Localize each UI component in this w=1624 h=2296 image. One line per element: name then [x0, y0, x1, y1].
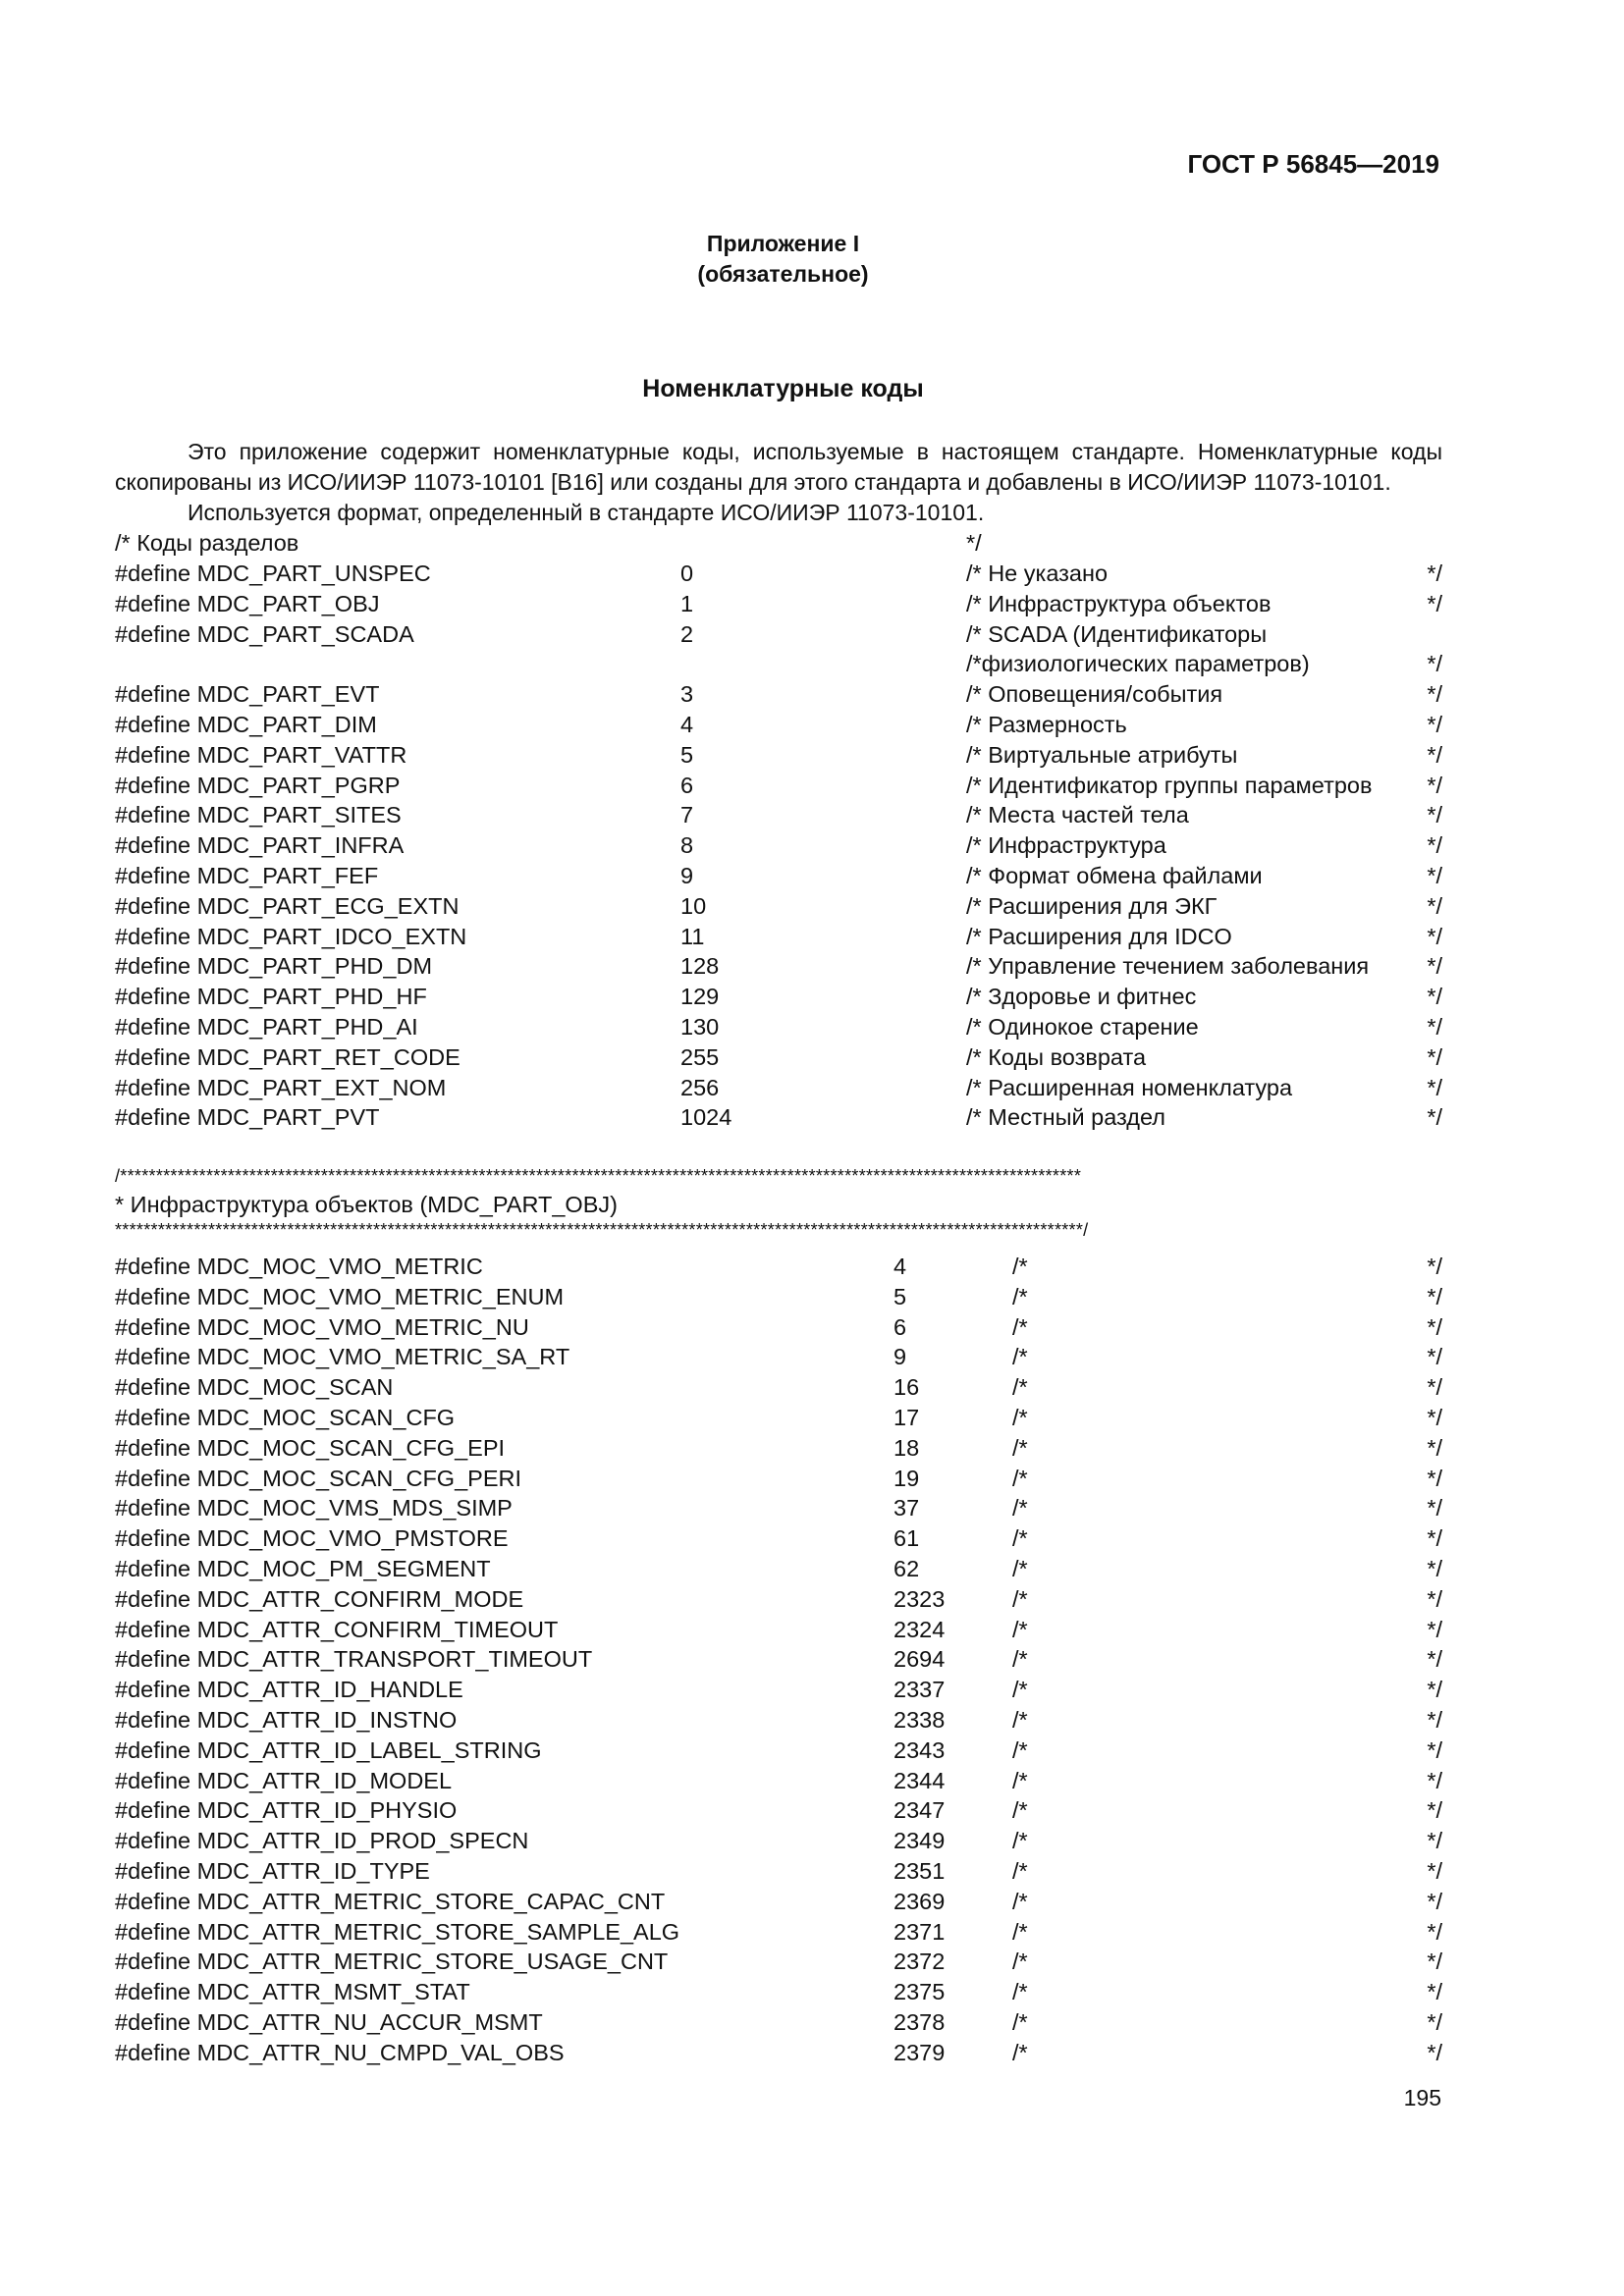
code-value: 3: [680, 681, 694, 708]
code-value: 8: [680, 832, 694, 859]
comment-open: /*: [1012, 1254, 1028, 1279]
object-code-row: [115, 1282, 1442, 1312]
comment-text: /* Не указано: [966, 561, 1109, 586]
partition-code-row: [115, 922, 1442, 952]
partition-code-row: [115, 649, 1442, 679]
object-code-row: [115, 1826, 1442, 1856]
comment-open: /*: [1012, 1556, 1028, 1581]
object-code-row: [115, 1766, 1442, 1796]
define-name: #define MDC_ATTR_ID_MODEL: [115, 1767, 453, 1793]
object-code-row: [115, 1554, 1442, 1584]
partition-code-row: [115, 710, 1442, 740]
partition-code-row: [115, 740, 1442, 771]
code-value: 17: [893, 1405, 920, 1430]
appendix-status: (обязательное): [697, 261, 869, 287]
define-name: #define MDC_ATTR_CONFIRM_MODE: [115, 1585, 524, 1612]
comment-close: */: [1427, 1313, 1442, 1340]
define-name: #define MDC_MOC_SCAN: [115, 1374, 394, 1401]
code-value: 2343: [893, 1736, 946, 1763]
partition-code-row: [115, 619, 1442, 650]
object-code-row: [115, 1856, 1442, 1887]
comment-close: */: [1427, 1014, 1442, 1040]
object-code-row: [115, 1705, 1442, 1735]
define-name: #define MDC_PART_EXT_NOM: [115, 1074, 447, 1100]
object-code-row: [115, 1312, 1442, 1343]
define-name: #define MDC_PART_SITES: [115, 802, 402, 828]
partition-code-row: [115, 1042, 1442, 1073]
comment-close: */: [1427, 590, 1442, 616]
object-code-row: [115, 1977, 1442, 2007]
comment-open: /*: [1012, 1374, 1028, 1401]
code-value: 6: [893, 1313, 907, 1340]
define-name: #define MDC_ATTR_TRANSPORT_TIMEOUT: [115, 1646, 593, 1673]
code-value: 19: [893, 1465, 920, 1491]
comment-close: */: [1427, 1797, 1442, 1824]
comment-close: */: [1427, 772, 1442, 798]
comment-open: /*: [1012, 2039, 1028, 2065]
comment-close: */: [1427, 1918, 1442, 1945]
comment-close: */: [1427, 1465, 1442, 1491]
partitions-header-row: [115, 528, 1442, 559]
code-value: 0: [680, 561, 694, 586]
partition-code-row: [115, 891, 1442, 922]
code-value: 2337: [893, 1677, 946, 1703]
object-code-row: [115, 1947, 1442, 1977]
define-name: #define MDC_ATTR_METRIC_STORE_SAMPLE_ALG: [115, 1918, 680, 1945]
define-name: #define MDC_PART_IDCO_EXTN: [115, 923, 467, 949]
partition-code-row: [115, 861, 1442, 891]
comment-close: */: [1427, 561, 1442, 586]
partitions-header-close: */: [966, 530, 982, 556]
code-value: 5: [680, 741, 694, 768]
define-name: #define MDC_MOC_VMO_METRIC: [115, 1254, 483, 1279]
comment-open: /*: [1012, 1858, 1028, 1884]
comment-text: /* Коды возврата: [966, 1043, 1147, 1070]
comment-open: /*: [1012, 1797, 1028, 1824]
code-value: 4: [893, 1254, 907, 1279]
block-title-row: [115, 1190, 1442, 1220]
partition-code-row: [115, 771, 1442, 801]
object-code-row: [115, 1433, 1442, 1464]
section-title: Номенклатурные коды: [642, 375, 924, 402]
code-value: 2372: [893, 1949, 946, 1975]
comment-close: */: [1427, 1283, 1442, 1309]
code-value: 2378: [893, 2009, 946, 2035]
comment-open: /*: [1012, 1707, 1028, 1733]
define-name: #define MDC_PART_EVT: [115, 681, 380, 708]
define-name: #define MDC_ATTR_NU_CMPD_VAL_OBS: [115, 2039, 565, 2065]
comment-close: */: [1427, 1254, 1442, 1279]
intro-paragraph-1: [115, 437, 1442, 498]
object-code-row: [115, 1735, 1442, 1766]
object-code-row: [115, 1675, 1442, 1705]
define-name: #define MDC_ATTR_ID_LABEL_STRING: [115, 1736, 542, 1763]
comment-close: */: [1427, 1767, 1442, 1793]
partition-code-row: [115, 800, 1442, 830]
intro-paragraph-2-text: Используется формат, определенный в стандарте ИСО/ИИЭР 11073-10101.: [188, 500, 985, 525]
define-name: #define MDC_PART_PVT: [115, 1104, 380, 1131]
comment-open: /*: [1012, 1405, 1028, 1430]
code-value: 2351: [893, 1858, 946, 1884]
define-name: #define MDC_PART_PHD_HF: [115, 984, 427, 1010]
comment-close: */: [1427, 1344, 1442, 1370]
define-name: #define MDC_MOC_VMS_MDS_SIMP: [115, 1495, 513, 1522]
comment-open: /*: [1012, 1888, 1028, 1914]
partition-code-row: [115, 982, 1442, 1012]
comment-close: */: [1427, 1828, 1442, 1854]
partition-code-row: [115, 1073, 1442, 1103]
object-code-row: [115, 1372, 1442, 1403]
comment-close: */: [1427, 1043, 1442, 1070]
define-name: #define MDC_ATTR_MSMT_STAT: [115, 1979, 470, 2005]
comment-text: /* Инфраструктура объектов: [966, 590, 1272, 616]
comment-text: /* Местный раздел: [966, 1104, 1165, 1131]
comment-open: /*: [1012, 1828, 1028, 1854]
partition-code-row: [115, 679, 1442, 710]
define-name: #define MDC_PART_PHD_DM: [115, 953, 433, 980]
comment-close: */: [1427, 651, 1442, 677]
comment-close: */: [1427, 1434, 1442, 1461]
code-value: 7: [680, 802, 694, 828]
comment-text: /* Инфраструктура: [966, 832, 1166, 859]
code-value: 2371: [893, 1918, 946, 1945]
define-name: #define MDC_PART_UNSPEC: [115, 561, 431, 586]
comment-text: /* Идентификатор группы параметров: [966, 772, 1373, 798]
partition-code-row: [115, 951, 1442, 982]
comment-close: */: [1427, 2009, 1442, 2035]
define-name: #define MDC_MOC_VMO_METRIC_ENUM: [115, 1283, 565, 1309]
object-code-row: [115, 2038, 1442, 2068]
comment-open: /*: [1012, 1344, 1028, 1370]
code-value: 2369: [893, 1888, 946, 1914]
define-name: #define MDC_PART_OBJ: [115, 590, 380, 616]
object-code-row: [115, 1403, 1442, 1433]
comment-close: */: [1427, 1616, 1442, 1642]
code-value: 1024: [680, 1104, 732, 1131]
comment-close: */: [1427, 1074, 1442, 1100]
object-code-row: [115, 1342, 1442, 1372]
intro-paragraph-1-text: Это приложение содержит номенклатурные коды, используемые в настоящем стандарте. Номенклатурные коды скопированы из ИСО/ИИЭР 11073-10101 [B16] или созданы для этого стандарта и добавлены в ИСО/ИИЭР 11073-10101.: [115, 439, 1442, 495]
define-name: #define MDC_MOC_SCAN_CFG_PERI: [115, 1465, 521, 1491]
comment-close: */: [1427, 953, 1442, 980]
object-code-row: [115, 1464, 1442, 1494]
comment-open: /*: [1012, 1313, 1028, 1340]
page-number: 195: [1403, 2085, 1441, 2110]
define-name: #define MDC_MOC_SCAN_CFG: [115, 1405, 456, 1430]
comment-close: */: [1427, 741, 1442, 768]
define-name: #define MDC_PART_INFRA: [115, 832, 405, 859]
code-value: 9: [893, 1344, 907, 1370]
comment-open: /*: [1012, 1465, 1028, 1491]
code-value: 9: [680, 863, 694, 888]
define-name: #define MDC_ATTR_METRIC_STORE_USAGE_CNT: [115, 1949, 669, 1975]
comment-close: */: [1427, 1707, 1442, 1733]
object-code-row: [115, 1644, 1442, 1675]
comment-open: /*: [1012, 1677, 1028, 1703]
comment-close: */: [1427, 1979, 1442, 2005]
code-value: 5: [893, 1283, 907, 1309]
comment-text: /* SCADA (Идентификаторы: [966, 620, 1268, 647]
block-comment-open: /**************************************************************************************************************************************: [115, 1166, 1082, 1186]
comment-open: /*: [1012, 1736, 1028, 1763]
comment-text: /* Места частей тела: [966, 802, 1189, 828]
code-value: 2: [680, 620, 694, 647]
comment-close: */: [1427, 892, 1442, 919]
object-code-row: [115, 1795, 1442, 1826]
define-name: #define MDC_MOC_VMO_METRIC_SA_RT: [115, 1344, 570, 1370]
define-name: #define MDC_PART_ECG_EXTN: [115, 892, 460, 919]
partitions-header-text: /* Коды разделов: [115, 530, 299, 556]
partition-code-row: [115, 830, 1442, 861]
comment-close: */: [1427, 1556, 1442, 1581]
define-name: #define MDC_PART_PGRP: [115, 772, 401, 798]
comment-close: */: [1427, 1646, 1442, 1673]
code-value: 130: [680, 1014, 720, 1040]
code-value: 128: [680, 953, 720, 980]
comment-text: /*физиологических параметров): [966, 651, 1310, 677]
comment-open: /*: [1012, 1495, 1028, 1522]
define-name: #define MDC_PART_FEF: [115, 863, 379, 888]
comment-close: */: [1427, 1525, 1442, 1552]
define-name: #define MDC_MOC_SCAN_CFG_EPI: [115, 1434, 506, 1461]
object-code-row: [115, 1523, 1442, 1554]
define-name: #define MDC_MOC_VMO_METRIC_NU: [115, 1313, 529, 1340]
define-name: #define MDC_ATTR_ID_TYPE: [115, 1858, 430, 1884]
code-value: 2375: [893, 1979, 946, 2005]
comment-text: /* Здоровье и фитнес: [966, 984, 1197, 1010]
code-value: 4: [680, 712, 694, 737]
code-value: 18: [893, 1434, 920, 1461]
comment-close: */: [1427, 1888, 1442, 1914]
code-value: 61: [893, 1525, 920, 1552]
define-name: #define MDC_PART_RET_CODE: [115, 1043, 460, 1070]
code-value: 2379: [893, 2039, 946, 2065]
define-name: #define MDC_PART_SCADA: [115, 620, 414, 647]
code-value: 255: [680, 1043, 720, 1070]
code-value: 2694: [893, 1646, 946, 1673]
appendix-name: Приложение I: [706, 231, 860, 256]
comment-close: */: [1427, 1495, 1442, 1522]
block-comment-close: ***************************************************************************************************************************************/: [115, 1220, 1089, 1240]
block-title: * Инфраструктура объектов (MDC_PART_OBJ): [115, 1192, 618, 1217]
document-standard-header: ГОСТ Р 56845—2019: [1187, 149, 1439, 179]
object-code-row: [115, 1252, 1442, 1282]
partition-code-row: [115, 1012, 1442, 1042]
define-name: #define MDC_ATTR_ID_HANDLE: [115, 1677, 463, 1703]
comment-close: */: [1427, 923, 1442, 949]
comment-close: */: [1427, 1949, 1442, 1975]
object-code-row: [115, 1917, 1442, 1948]
comment-open: /*: [1012, 1646, 1028, 1673]
code-value: 62: [893, 1556, 920, 1581]
code-value: 256: [680, 1074, 720, 1100]
code-value: 2349: [893, 1828, 946, 1854]
comment-text: /* Расширенная номенклатура: [966, 1074, 1293, 1100]
define-name: #define MDC_ATTR_CONFIRM_TIMEOUT: [115, 1616, 559, 1642]
object-code-row: [115, 1887, 1442, 1917]
comment-text: /* Виртуальные атрибуты: [966, 741, 1238, 768]
comment-close: */: [1427, 863, 1442, 888]
partition-code-row: [115, 559, 1442, 589]
comment-close: */: [1427, 832, 1442, 859]
code-value: 2323: [893, 1585, 946, 1612]
comment-text: /* Одинокое старение: [966, 1014, 1199, 1040]
code-value: 129: [680, 984, 720, 1010]
comment-open: /*: [1012, 1616, 1028, 1642]
define-name: #define MDC_ATTR_METRIC_STORE_CAPAC_CNT: [115, 1888, 666, 1914]
code-value: 2347: [893, 1797, 946, 1824]
code-value: 2338: [893, 1707, 946, 1733]
comment-text: /* Размерность: [966, 712, 1127, 737]
define-name: #define MDC_PART_VATTR: [115, 741, 407, 768]
comment-close: */: [1427, 984, 1442, 1010]
code-value: 6: [680, 772, 694, 798]
code-value: 11: [680, 923, 705, 949]
comment-close: */: [1427, 1374, 1442, 1401]
comment-close: */: [1427, 1405, 1442, 1430]
define-name: #define MDC_PART_PHD_AI: [115, 1014, 418, 1040]
code-value: 16: [893, 1374, 920, 1401]
comment-open: /*: [1012, 1585, 1028, 1612]
comment-open: /*: [1012, 1918, 1028, 1945]
comment-open: /*: [1012, 1283, 1028, 1309]
partition-code-row: [115, 589, 1442, 619]
comment-open: /*: [1012, 2009, 1028, 2035]
comment-text: /* Оповещения/события: [966, 681, 1223, 708]
partition-code-row: [115, 1102, 1442, 1133]
define-name: #define MDC_ATTR_NU_ACCUR_MSMT: [115, 2009, 543, 2035]
code-value: 2324: [893, 1616, 946, 1642]
comment-open: /*: [1012, 1979, 1028, 2005]
comment-close: */: [1427, 1858, 1442, 1884]
define-name: #define MDC_MOC_PM_SEGMENT: [115, 1556, 491, 1581]
define-name: #define MDC_PART_DIM: [115, 712, 377, 737]
comment-close: */: [1427, 802, 1442, 828]
define-name: #define MDC_ATTR_ID_PHYSIO: [115, 1797, 458, 1824]
object-code-row: [115, 2007, 1442, 2038]
object-code-row: [115, 1584, 1442, 1615]
comment-close: */: [1427, 2039, 1442, 2065]
comment-open: /*: [1012, 1767, 1028, 1793]
define-name: #define MDC_ATTR_ID_INSTNO: [115, 1707, 458, 1733]
comment-close: */: [1427, 1677, 1442, 1703]
code-value: 2344: [893, 1767, 946, 1793]
comment-close: */: [1427, 681, 1442, 708]
define-name: #define MDC_MOC_VMO_PMSTORE: [115, 1525, 509, 1552]
comment-close: */: [1427, 1104, 1442, 1131]
comment-close: */: [1427, 712, 1442, 737]
code-value: 37: [893, 1495, 920, 1522]
object-code-row: [115, 1615, 1442, 1645]
comment-text: /* Расширения для IDCO: [966, 923, 1232, 949]
define-name: #define MDC_ATTR_ID_PROD_SPECN: [115, 1828, 529, 1854]
comment-close: */: [1427, 1585, 1442, 1612]
intro-paragraph-2: [115, 498, 1442, 528]
comment-text: /* Расширения для ЭКГ: [966, 892, 1218, 919]
code-value: 10: [680, 892, 707, 919]
comment-close: */: [1427, 1736, 1442, 1763]
comment-open: /*: [1012, 1949, 1028, 1975]
object-code-row: [115, 1493, 1442, 1523]
comment-open: /*: [1012, 1434, 1028, 1461]
code-value: 1: [680, 590, 694, 616]
comment-text: /* Формат обмена файлами: [966, 863, 1263, 888]
comment-text: /* Управление течением заболевания: [966, 953, 1370, 980]
comment-open: /*: [1012, 1525, 1028, 1552]
